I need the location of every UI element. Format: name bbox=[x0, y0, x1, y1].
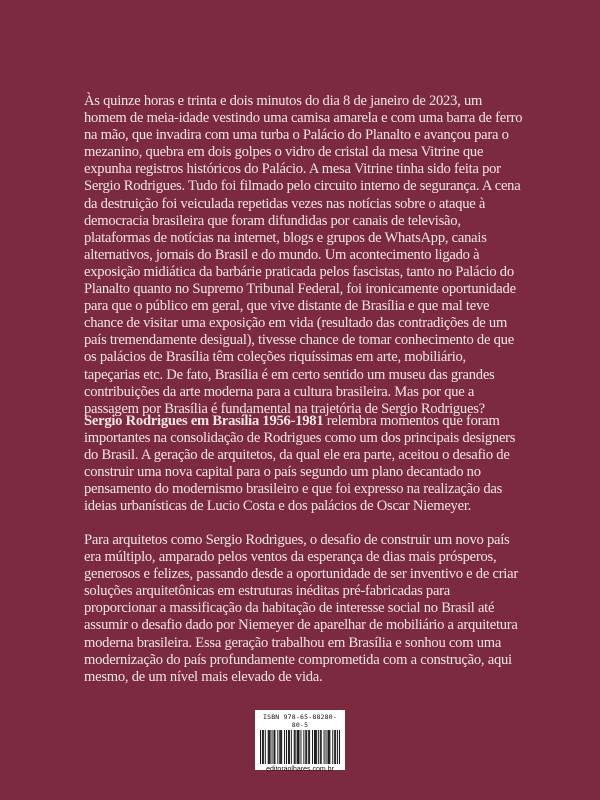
barcode-bar bbox=[327, 730, 328, 764]
barcode-bar bbox=[305, 730, 306, 764]
barcode-bar bbox=[270, 730, 271, 764]
barcode-bar bbox=[306, 730, 307, 764]
barcode-bar bbox=[295, 730, 296, 764]
barcode-bar bbox=[300, 730, 301, 764]
barcode-bar bbox=[328, 730, 329, 764]
barcode-bar bbox=[312, 730, 313, 764]
barcode-bar bbox=[315, 730, 316, 764]
paragraph-text: Para arquitetos como Sergio Rodrigues, o desafio de construir um novo país era múltiplo, amparado pelos ventos da esperança de dias mais prósperos, generosos e felizes, passando desde a oportunidade de ser inventivo e de criar soluções arquitetônicas em estruturas inéditas pré-fabricadas para proporcionar a massificação da habitação de interesse social no Brasil até assumir o desafio dado por Niemeyer de aparelhar de mobiliário a arquitetura moderna brasileira. Essa geração trabalhou em Brasília e sonhou com uma modernização do país profundamente comprometida com a construção, aqui mesmo, de um nível mais elevado de vida. bbox=[84, 532, 518, 685]
barcode-bar bbox=[324, 730, 325, 764]
barcode-bar bbox=[277, 730, 278, 764]
barcode-bar bbox=[289, 730, 290, 764]
paragraph-content bbox=[84, 413, 524, 516]
barcode-bar bbox=[316, 730, 317, 764]
barcode-bar bbox=[329, 730, 330, 764]
barcode-bar bbox=[326, 730, 327, 764]
barcode-bar bbox=[273, 730, 274, 764]
barcode-bar bbox=[288, 730, 289, 764]
barcode-bar bbox=[297, 730, 298, 764]
barcode-bar bbox=[274, 730, 275, 764]
barcode-bar bbox=[272, 730, 273, 764]
book-title-lead: Sergio Rodrigues em Brasília 1956-1981 bbox=[84, 413, 324, 429]
barcode-bar bbox=[332, 730, 333, 764]
barcode-bar bbox=[279, 730, 280, 764]
barcode-bar bbox=[303, 730, 304, 764]
isbn-label: ISBN 978-65-88280-80-5 bbox=[262, 713, 338, 729]
barcode-bar bbox=[280, 730, 281, 764]
barcode-bar bbox=[260, 730, 261, 764]
barcode-bar bbox=[281, 730, 282, 764]
barcode-bar bbox=[269, 730, 270, 764]
paragraph-text: relembra momentos que foram importantes na consolidação de Rodrigues como um dos principais designers do Brasil. A geração de arquitetos, da qual ele era parte, aceitou o desafio de construir uma nova capital para o país segundo um plano decantado no pensamento do modernismo brasileiro e que foi expresso na realização das ideias urbanísticas de Lucio Costa e dos palácios de Oscar Niemeyer. bbox=[84, 413, 516, 515]
barcode-bar bbox=[314, 730, 315, 764]
barcode-bar bbox=[298, 730, 299, 764]
publisher-website: editoraolhares.com.br bbox=[266, 766, 334, 773]
paragraph-text: Às quinze horas e trinta e dois minutos do dia 8 de janeiro de 2023, um homem de meia-idade vestindo uma camisa amarela e com uma barra de ferro na mão, que invadira com uma turba o Palácio do Planalto e avançou para o mezanino, quebra em dois golpes o vidro de cristal da mesa Vitrine que expunha registros históricos do Palácio. A mesa Vitrine tinha sido feita por Sergio Rodrigues. Tudo foi filmado pelo circuito interno de segurança. A cena da destruição foi veiculada repetidas vezes nas notícias sobre o ataque à democracia brasileira que foram difundidas por canais de televisão, plataformas de notícias na internet, blogs e grupos de WhatsApp, canais alternativos, jornais do Brasil e do mundo. Um acontecimento ligado à exposição midiática da barbárie praticada pelos fascistas, tanto no Palácio do Planalto quanto no Supremo Tribunal Federal, foi ironicamente oportunidade para que o público em geral, que vive distante de Brasília e que mal teve chance de visitar uma exposição em vida (resultado das contradições de um país tremendamente desigual), tivesse chance de tomar conhecimento de que os palácios de Brasília têm coleções riquíssimas em arte, mobiliário, tapeçarias etc. De fato, Brasília é em certo sentido um museu das grandes contribuições da arte moderna para a cultura brasileira. Mas por que a passagem por Brasília é fundamental na trajetória de Sergio Rodrigues? bbox=[84, 93, 523, 417]
barcode-bar bbox=[335, 730, 336, 764]
barcode-image bbox=[260, 730, 340, 764]
barcode-block bbox=[255, 710, 345, 773]
barcode-bar bbox=[294, 730, 295, 764]
barcode-bar bbox=[321, 730, 322, 764]
body-paragraph-2 bbox=[84, 413, 524, 516]
barcode-bar bbox=[337, 730, 338, 764]
barcode-bar bbox=[263, 730, 264, 764]
body-paragraph-1 bbox=[84, 93, 524, 418]
barcode-bar bbox=[291, 730, 292, 764]
barcode-bar bbox=[286, 730, 287, 764]
barcode-bar bbox=[334, 730, 335, 764]
barcode-bar bbox=[299, 730, 300, 764]
barcode-bar bbox=[309, 730, 310, 764]
barcode-bar bbox=[320, 730, 321, 764]
barcode-bar bbox=[262, 730, 263, 764]
barcode-bar bbox=[308, 730, 309, 764]
barcode-bar bbox=[284, 730, 285, 764]
body-paragraph-3 bbox=[84, 532, 524, 686]
barcode-bar bbox=[339, 730, 340, 764]
barcode-bar bbox=[265, 730, 266, 764]
barcode-bar bbox=[318, 730, 319, 764]
barcode-bar bbox=[268, 730, 269, 764]
